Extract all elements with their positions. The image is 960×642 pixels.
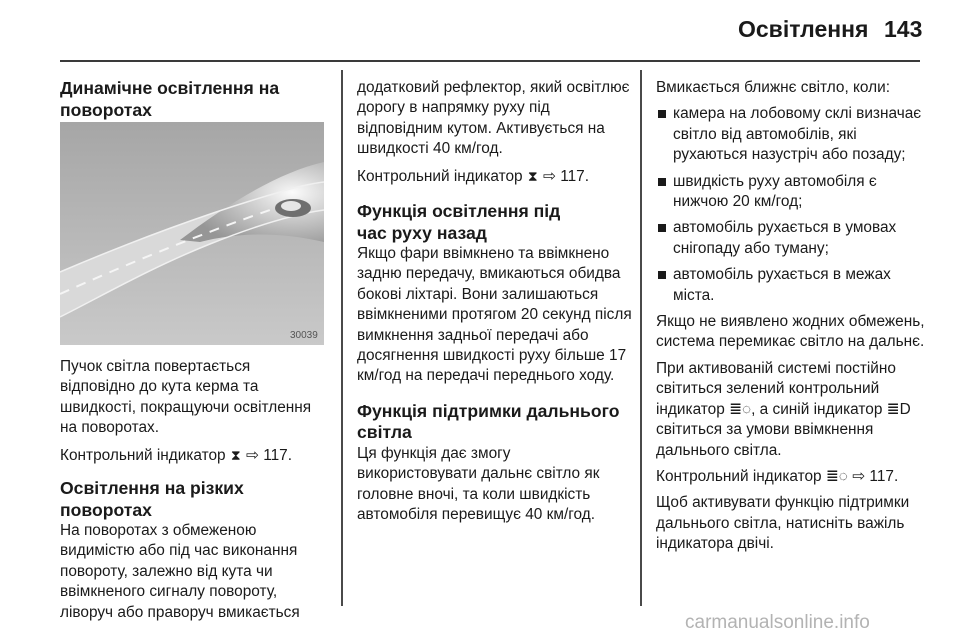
indicator-reference: Контрольний індикатор ⧗ ⇨ 117. bbox=[357, 167, 589, 185]
page-header-title: Освітлення bbox=[738, 16, 869, 42]
list-item: швидкість руху автомобіля є нижчою 20 км/год; bbox=[656, 172, 928, 213]
figure-code: 30039 bbox=[290, 330, 318, 341]
column-1 bbox=[60, 78, 328, 121]
section-heading-reverse-lighting: Функція освітлення під час руху назад bbox=[357, 201, 561, 243]
high-beam-assist-icon: ≣◌ bbox=[825, 467, 848, 485]
paragraph: Вмикається ближнє світло, коли: bbox=[656, 79, 891, 96]
section-heading-dynamic-lighting: Динамічне освітлення на поворотах bbox=[60, 78, 280, 120]
list-item: автомобіль рухається в умовах снігопаду або туману; bbox=[656, 218, 928, 259]
paragraph: Якщо фари ввімкнено та ввімкнено задню передачу, вмикаються обидва бокові ліхтарі. Вони залишаються ввімкненими протягом 20 секунд після вимкнення задньої передачі або досягнення швидкості руху більше 17 км/год на передачі переднього ходу. bbox=[357, 245, 632, 385]
section-heading-high-beam-assist: Функція підтримки дальнього світла bbox=[357, 400, 620, 443]
paragraph: Пучок світла повертається відповідно до кута керма та швидкості, покращуючи освітлення на поворотах. bbox=[60, 358, 312, 437]
header-rule bbox=[60, 60, 920, 62]
column-2 bbox=[357, 78, 632, 532]
list-item: камера на лобовому склі визначає світло від автомобілів, які рухаються назустріч або позаду; bbox=[656, 104, 928, 165]
paragraph: Якщо не виявлено жодних обмежень, система перемикає світло на дальнє. bbox=[656, 313, 925, 351]
indicator-reference: Контрольний індикатор ≣◌ ⇨ 117. bbox=[656, 467, 899, 485]
column-3 bbox=[656, 78, 928, 561]
high-beam-icon: ≣D bbox=[886, 400, 911, 418]
column-divider-1 bbox=[341, 70, 343, 606]
paragraph: Щоб активувати функцію підтримки дальнього світла, натисніть важіль індикатора двічі. bbox=[656, 494, 910, 553]
page-reference-icon: ⇨ bbox=[543, 167, 556, 185]
cornering-light-illustration bbox=[60, 122, 324, 345]
watermark: carmanualsonline.info bbox=[685, 612, 870, 633]
bulb-indicator-icon: ⧗ bbox=[230, 446, 241, 463]
page-reference-icon: ⇨ bbox=[246, 446, 259, 464]
page-reference-icon: ⇨ bbox=[852, 467, 866, 485]
page-number: 143 bbox=[884, 16, 923, 42]
paragraph: При активованій системі постійно світиться зелений контрольний індикатор ≣◌, а синій індикатор ≣D світиться за умови ввімкнення дальнього світла. bbox=[656, 359, 911, 459]
paragraph: Ця функція дає змогу використовувати дальнє світло як головне вночі, та коли швидкість автомобіля перевищує 40 км/год. bbox=[357, 444, 600, 524]
high-beam-assist-icon: ≣◌ bbox=[729, 400, 752, 418]
bulb-indicator-icon: ⧗ bbox=[527, 167, 538, 184]
conditions-list bbox=[656, 104, 928, 306]
car-icon bbox=[275, 199, 311, 217]
paragraph: На поворотах з обмеженою видимістю або під час виконання повороту, залежно від кута чи ввімкненого сигналу повороту, ліворуч або праворуч вмикається bbox=[60, 522, 300, 621]
indicator-reference: Контрольний індикатор ⧗ ⇨ 117. bbox=[60, 446, 292, 464]
road-illustration-svg bbox=[60, 122, 324, 345]
list-item: автомобіль рухається в межах міста. bbox=[656, 265, 928, 306]
column-1-text bbox=[60, 357, 328, 629]
paragraph: додатковий рефлектор, який освітлює дорогу в напрямку руху під відповідним кутом. Активується на швидкості 40 км/год. bbox=[357, 79, 630, 158]
section-heading-sharp-turn: Освітлення на різких поворотах bbox=[60, 478, 244, 520]
column-divider-2 bbox=[640, 70, 642, 606]
